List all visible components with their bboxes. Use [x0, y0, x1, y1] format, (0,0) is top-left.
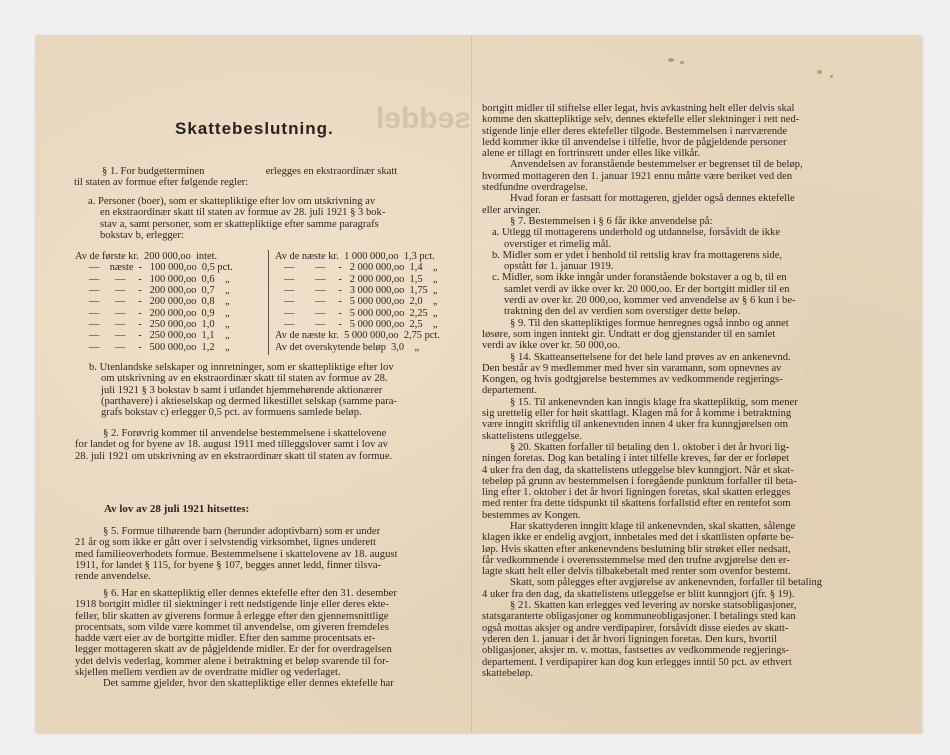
text-line: verdi av ikke over kr. 50 000,oo.: [482, 340, 620, 352]
text-line: ledd kommer ikke til anvendelse i tilfelle, hvor de pågjeldende personer: [482, 136, 787, 148]
text-line: skattebeløp.: [482, 667, 533, 679]
text-line: a. Personer (boer), som er skattepliktige efter lov om utskrivning av: [88, 196, 376, 207]
text-line: komme den skattepliktige selv, dennes ektefelle eller slektninger i rett ned-: [482, 114, 800, 126]
text-line: også mottas aksjer og andre verdipapirer, forsåvidt disse eiedes av skatt-: [482, 622, 789, 634]
stain-mark: [668, 58, 674, 62]
text-line: b. Midler som er ydet i henhold til rettslig krav fra mottagerens side,: [492, 249, 783, 261]
text-line: om utskrivning av en ekstraordinær skatt til staten av formue av 28.: [101, 373, 388, 385]
text-line: stedfundne overdragelse.: [482, 182, 588, 194]
rate-row: — næste - 100 000,oo 0,5 pct.: [89, 262, 233, 273]
rate-row: — — - 200 000,oo 0,8 „: [89, 296, 230, 307]
rate-row: — — - 250 000,oo 1,1 „: [89, 330, 230, 341]
text-line: skattelistens utleggelse.: [482, 430, 583, 442]
p1-text-b: erlegges en ekstraordinær skatt: [265, 166, 398, 177]
text-line: § 7. Bestemmelsen i § 6 får ikke anvendelse på:: [510, 215, 713, 227]
text-line: § 21. Skatten kan erlegges ved levering av norske statsobligasjoner,: [510, 600, 797, 612]
text-line: 28. juli 1921 om utskrivning av en ekstraordinær skatt til staten av formue.: [75, 450, 393, 462]
text-line: 21 år og som ikke er gått over i selvstendig virksomhet, lignes underett: [75, 537, 376, 549]
right-column: [482, 103, 880, 679]
text-line: tebeløp på grunn av bestemmelsen i foregående punktum forfaller til beta-: [482, 475, 797, 487]
text-line: klagen ikke er endelig avgjort, innbetales med det i skattlisten opførte be-: [482, 532, 794, 544]
text-line: ling efter 1. oktober i det år hvori ligningen foretas, skal skatten erlegges: [482, 487, 791, 499]
text-line: traktning den del av verdien som overstiger dette beløp.: [504, 306, 741, 318]
rate-row: — — - 5 000 000,oo 2,25 „: [284, 308, 438, 319]
text-line: hadde vært eier av de bortgitte midler. Efter den samme procentsats er-: [75, 633, 376, 645]
text-line: stav a, samt personer, som er skattepliktige efter samme paragrafs: [100, 218, 379, 230]
text-line: 1911, for landet § 115, for byene § 107, begges annet ledd, finner tilsva-: [75, 559, 382, 571]
text-line: bestemmes av Kongen.: [482, 509, 581, 521]
text-line: Skatt, som pålegges efter avgjørelse av ankenevnden, forfaller til betaling: [510, 577, 823, 589]
text-line: procentsats, som vilde være kommet til anvendelse, om giveren fremdeles: [75, 621, 389, 633]
text-line: statsgaranterte obligasjoner og kommuneobligasjoner. I betalings sted kan: [482, 611, 796, 623]
text-line: yderen den 1. januar i det år hvori ligningen foretas. Den kurs, hvortil: [482, 633, 778, 645]
rate-row: — — - 250 000,oo 1,0 „: [89, 319, 230, 330]
text-line: eller arvinger.: [482, 204, 541, 216]
text-line: (parthavere) i aktieselskap og dermed likestillet selskap (samme para-: [101, 395, 397, 407]
text-line: bortgitt midler til stiftelse eller legat, hvis avkastning helt eller delvis skal: [482, 103, 795, 114]
text-line: Kongen, og hvis godtgjørelse bestemmes av vedkommende regjerings-: [482, 374, 783, 386]
text-line: skjellen mellem verdien av de overdratte midler og vederlaget.: [75, 667, 341, 679]
text-line: 1918 bortgitt midler til siektninger i rett nedstigende linje eller deres ekte-: [75, 599, 389, 611]
text-line: grafs bokstav c) erlegger 0,5 pct. av formuens samlede beløp.: [101, 407, 362, 419]
rate-row: — — - 5 000 000,oo 2,0 „: [284, 296, 438, 307]
p1-text-c: til staten av formue efter følgende regler:: [74, 177, 249, 188]
text-line: med renter fra dette tidspunkt til skattens forfallstid efter en rentefot som: [482, 498, 791, 510]
rate-row: — — - 200 000,oo 0,9 „: [89, 308, 230, 319]
stain-mark: [817, 70, 822, 74]
rate-row: — — - 500 000,oo 1,2 „: [89, 342, 230, 353]
text-line: § 6. Har en skattepliktig eller dennes ektefelle efter den 31. desember: [103, 588, 397, 599]
rate-row: Av de første kr. 200 000,oo intet.: [75, 251, 218, 262]
text-line: samlet verdi av ikke over kr. 20 000,oo. Er der bortgitt midler til en: [504, 283, 790, 295]
text-line: opstått før 1. januar 1919.: [504, 261, 614, 273]
text-line: løsøre, som ingen inntekt gir. Undtatt er dog gjenstander til en samlet: [482, 328, 776, 340]
text-line: § 15. Til ankenevnden kan inngis klage fra skattepliktig, som mener: [510, 396, 798, 408]
text-line: feller, blir skatten av giverens formue å erlegge efter den gjennemsnittlige: [75, 610, 389, 622]
paragraph-5: [75, 526, 465, 582]
text-line: a. Utlegg til mottagerens underhold og utdannelse, forsåvidt de ikke: [492, 227, 781, 239]
text-line: Den består av 9 medlemmer med hver sin varamann, som opnevnes av: [482, 362, 782, 374]
text-line: Har skattyderen inngitt klage til ankenevnden, skal skatten, sålenge: [510, 520, 796, 532]
text-line: § 5. Formue tilhørende barn (herunder adoptivbarn) som er under: [103, 526, 381, 537]
text-line: departement.: [482, 385, 538, 397]
text-line: overstiger et rimelig mål.: [504, 238, 612, 250]
table-divider: [268, 250, 269, 355]
page-title: Skattebeslutning.: [175, 119, 334, 138]
show-through-text: seddel: [376, 102, 472, 135]
rate-row: — — - 5 000 000,oo 2,5 „: [284, 319, 438, 330]
text-line: juli 1921 § 3 bokstav b samt i utlandet hjemmehørende aktionærer: [101, 384, 383, 396]
text-line: hvormed mottageren den 1. januar 1921 ennu måtte være beriket ved den: [482, 170, 793, 182]
text-line: sig urettelig eller for høit skattlagt. Klagen må for å komme i betraktning: [482, 408, 792, 420]
text-line: verdi av over kr. 20 000,oo, kommer ved anvendelse av § 6 kun i be-: [504, 295, 796, 307]
rate-row: — — - 200 000,oo 0,7 „: [89, 285, 230, 296]
text-line: departement. I verdipapirer kan dog kun erlegges inntil 50 pct. av ethvert: [482, 656, 792, 668]
rate-row: — — - 100 000,oo 0,6 „: [89, 274, 230, 285]
text-line: § 14. Skatteansettelsene for det hele land prøves av en ankenevnd.: [510, 351, 791, 363]
text-line: rende anvendelse.: [75, 571, 151, 583]
text-line: være inngitt skriftlig til ankenevnden innen 4 uker fra kunngjørelsen om: [482, 419, 788, 431]
rate-row: Av det overskytende beløp 3,0 „: [275, 342, 420, 353]
text-line: Hvad foran er fastsatt for mottageren, gjelder også dennes ektefelle: [510, 193, 795, 205]
paragraph-1: [102, 166, 464, 177]
text-line: med familieoverhodets formue. Bestemmelsene i skattelovene av 18. august: [75, 548, 398, 560]
text-line: for landet og for byene av 18. august 1911 med tilleggslover samt i lov av: [75, 439, 388, 451]
text-line: § 9. Til den skattepliktiges formue henregnes også innbo og annet: [510, 317, 789, 329]
paragraph-2: [75, 428, 465, 462]
p1-text-a: § 1. For budgetterminen: [102, 166, 205, 177]
clause-b: [89, 362, 465, 418]
text-line: 4 uker fra den dag, da skattelistens utleggelse er blitt kunngjort (jfr. § 19).: [482, 588, 795, 600]
rate-row: — — - 2 000 000,oo 1,4 „: [284, 262, 438, 273]
text-line: obligasjoner, aksjer m. v. mottas, fastsettes av vedkommende regjerings-: [482, 645, 790, 657]
text-line: § 20. Skatten forfaller til betaling den 1. oktober i det år hvori lig-: [510, 441, 790, 453]
text-line: 4 uker fra den dag, da skattelistens utleggelse blev kunngjort. Når et skat-: [482, 464, 794, 476]
text-line: lagte skatt helt eller delvis tilbakebetalt med renter som ovenfor bestemt.: [482, 566, 791, 578]
section-subheading: Av lov av 28 juli 1921 hitsettes:: [104, 503, 250, 515]
text-line: ningen foretas. Dog kan betaling i intet tilfelle kreves, før der er forløpet: [482, 453, 790, 465]
page-fold: [471, 36, 473, 733]
text-line: stigende linje eller deres ektefeller tilgode. Bestemmelsen i nærværende: [482, 125, 788, 137]
text-line: c. Midler, som ikke inngår under foranstående bokstaver a og b, til en: [492, 272, 787, 284]
stain-mark: [680, 61, 684, 64]
text-line: en ekstraordinær skatt til staten av formue av 28. juli 1921 § 3 bok-: [100, 207, 386, 219]
text-line: legger mottageren skatt av de pågjeldende midler. Er der for overdragelsen: [75, 644, 392, 656]
text-line: bokstav b, erlegger:: [100, 229, 184, 241]
text-line: Anvendelsen av foranstående bestemmelser er begrenset til de beløp,: [510, 159, 803, 171]
rate-row: — — - 2 000 000,oo 1,5 „: [284, 274, 438, 285]
text-line: får vedkommende i overensstemmelse med den trufne avgjørelse den er-: [482, 554, 790, 566]
text-line: ydet delvis vederlag, kommer alene i betraktning et beløp svarende til for-: [75, 655, 389, 667]
text-line: § 2. Forøvrig kommer til anvendelse bestemmelsene i skattelovene: [103, 428, 387, 439]
rate-row: — — - 3 000 000,oo 1,75 „: [284, 285, 438, 296]
text-line: løp. Hvis skatten efter ankenevndens beslutning blir strøket eller nedsatt,: [482, 543, 791, 555]
paragraph-6: [75, 588, 465, 690]
rate-row: Av de næste kr. 1 000 000,oo 1,3 pct.: [275, 251, 435, 262]
stain-mark: [830, 75, 833, 78]
rate-row: Av de næste kr. 5 000 000,oo 2,75 pct.: [275, 330, 440, 341]
text-line: b. Utenlandske selskaper og innretninger, som er skattepliktige efter lov: [89, 362, 394, 373]
text-line: Det samme gjelder, hvor den skattepliktige eller dennes ektefelle har: [103, 678, 394, 690]
clause-a: [88, 196, 464, 241]
text-line: alene er tillagt en fortrinsrett under elles like vilkår.: [482, 148, 700, 160]
